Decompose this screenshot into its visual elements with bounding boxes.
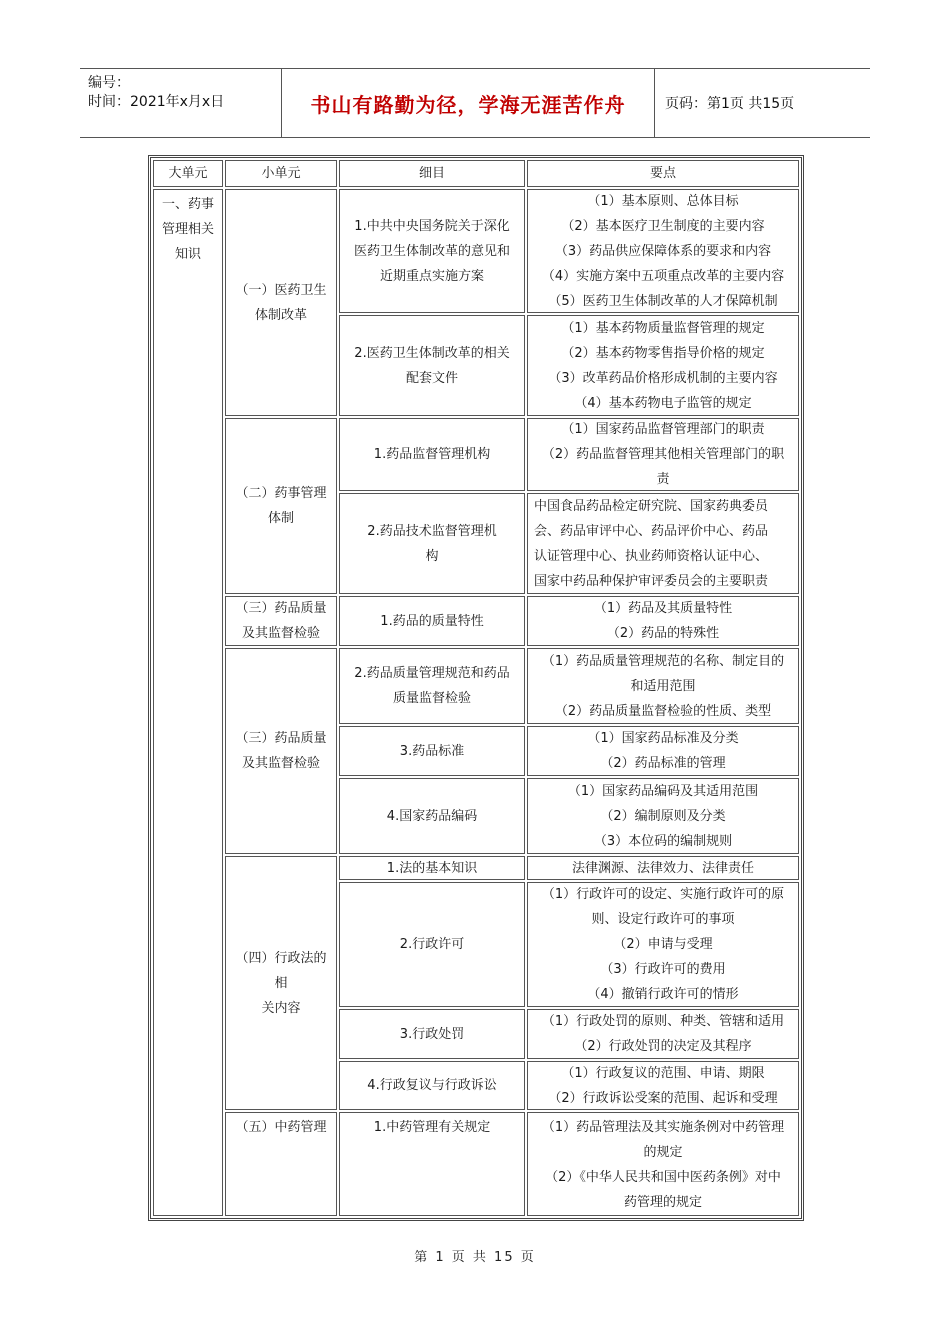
page-info: 页码：第1页 共15页 <box>665 96 795 112</box>
date-label: 时间：2021年x月x日 <box>88 94 225 110</box>
number-label: 编号： <box>88 75 130 91</box>
points-10: （1）行政许可的设定、实施行政许可的原 则、设定行政许可的事项 （2）申请与受理 （3）行政许可的费用 （4）撤销行政许可的情形 <box>527 882 799 1007</box>
points-5: （1）药品及其质量特性 （2）药品的特殊性 <box>527 596 799 646</box>
col-header-unit: 大单元 <box>153 160 223 187</box>
item-8: 4.国家药品编码 <box>339 778 525 854</box>
subunit-4: （四）行政法的 相 关内容 <box>225 856 337 1110</box>
item-10: 2.行政许可 <box>339 882 525 1007</box>
points-13: （1）药品管理法及其实施条例对中药管理 的规定 （2）《中华人民共和国中医药条例》对中 药管理的规定 <box>527 1112 799 1216</box>
col-header-points: 要点 <box>527 160 799 187</box>
subunit-3a: （三）药品质量 及其监督检验 <box>225 596 337 646</box>
col-header-item: 细目 <box>339 160 525 187</box>
points-1: （1）基本原则、总体目标 （2）基本医疗卫生制度的主要内容 （3）药品供应保障体系的要求和内容 （4）实施方案中五项重点改革的主要内容 （5）医药卫生体制改革的人才保障机制 <box>527 189 799 313</box>
item-2: 2.医药卫生体制改革的相关 配套文件 <box>339 315 525 416</box>
subunit-1: （一）医药卫生 体制改革 <box>225 189 337 416</box>
item-7: 3.药品标准 <box>339 726 525 776</box>
syllabus-table <box>150 157 802 1219</box>
item-11: 3.行政处罚 <box>339 1009 525 1059</box>
item-1: 1.中共中央国务院关于深化 医药卫生体制改革的意见和 近期重点实施方案 <box>339 189 525 313</box>
page-footer: 第 1 页 共 15 页 <box>414 1250 536 1265</box>
item-9: 1.法的基本知识 <box>339 856 525 880</box>
points-8: （1）国家药品编码及其适用范围 （2）编制原则及分类 （3）本位码的编制规则 <box>527 778 799 854</box>
item-4: 2.药品技术监督管理机 构 <box>339 493 525 594</box>
subunit-2: （二）药事管理 体制 <box>225 418 337 594</box>
item-6: 2.药品质量管理规范和药品 质量监督检验 <box>339 648 525 724</box>
document-header <box>80 68 870 138</box>
points-12: （1）行政复议的范围、申请、期限 （2）行政诉讼受案的范围、起诉和受理 <box>527 1061 799 1110</box>
points-3: （1）国家药品监督管理部门的职责 （2）药品监督管理其他相关管理部门的职 责 <box>527 418 799 491</box>
points-4: 中国食品药品检定研究院、国家药典委员 会、药品审评中心、药品评价中心、药品 认证管理中心、执业药师资格认证中心、 国家中药品种保护审评委员会的主要职责 <box>527 493 799 594</box>
unit-cell: 一、药事 管理相关 知识 <box>153 189 223 1216</box>
item-13: 1.中药管理有关规定 <box>339 1112 525 1216</box>
item-5: 1.药品的质量特性 <box>339 596 525 646</box>
item-3: 1.药品监督管理机构 <box>339 418 525 491</box>
header-meta <box>80 69 282 137</box>
col-header-subunit: 小单元 <box>225 160 337 187</box>
points-11: （1）行政处罚的原则、种类、管辖和适用 （2）行政处罚的决定及其程序 <box>527 1009 799 1059</box>
motto-title: 书山有路勤为径，学海无涯苦作舟 <box>282 69 655 137</box>
points-9: 法律渊源、法律效力、法律责任 <box>527 856 799 880</box>
points-7: （1）国家药品标准及分类 （2）药品标准的管理 <box>527 726 799 776</box>
item-12: 4.行政复议与行政诉讼 <box>339 1061 525 1110</box>
subunit-3b: （三）药品质量 及其监督检验 <box>225 648 337 854</box>
points-2: （1）基本药物质量监督管理的规定 （2）基本药物零售指导价格的规定 （3）改革药品价格形成机制的主要内容 （4）基本药物电子监管的规定 <box>527 315 799 416</box>
subunit-5: （五）中药管理 <box>225 1112 337 1216</box>
points-6: （1）药品质量管理规范的名称、制定目的 和适用范围 （2）药品质量监督检验的性质、类型 <box>527 648 799 724</box>
